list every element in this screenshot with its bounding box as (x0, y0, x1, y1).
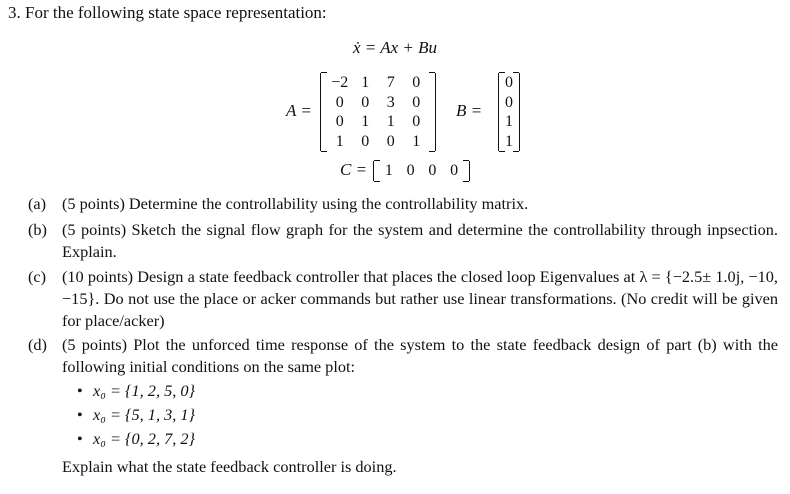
a-matrix-cell: 0 (335, 93, 344, 111)
b-matrix-cell: 0 (505, 74, 513, 91)
a-matrix-cell: 0 (335, 113, 344, 130)
b-matrix-cell: 0 (505, 93, 513, 111)
closing-instruction: Explain what the state feedback controller is doing. (62, 457, 397, 476)
problem-intro: For the following state space representation: (25, 3, 327, 22)
a-matrix-cell: 0 (412, 93, 421, 111)
a-matrix-cell: 0 (412, 113, 421, 130)
a-matrix-label: A = (286, 101, 312, 120)
c-matrix-cell: 0 (450, 162, 459, 179)
a-matrix-cell: 0 (386, 132, 395, 150)
c-matrix-cell: 0 (428, 162, 437, 179)
a-matrix-cell: 1 (412, 132, 421, 150)
a-matrix-cell: 7 (386, 74, 395, 91)
a-matrix (320, 73, 436, 151)
part-a-text: (5 points) Determine the controllability using the controllability matrix. (62, 194, 529, 213)
bullet-icon: • (77, 405, 83, 424)
a-matrix-cell: 1 (361, 74, 370, 91)
a-matrix-cell: 1 (361, 113, 370, 130)
state-equation: ẋ = Ax + Bu (353, 38, 437, 57)
problem-heading (8, 3, 327, 23)
part-d-label: (d) (28, 335, 47, 354)
b-matrix-label: B = (456, 101, 483, 120)
a-matrix-cell: 1 (386, 113, 395, 130)
problem-number: 3. (8, 3, 21, 22)
b-matrix-cell: 1 (505, 132, 513, 150)
part-c-label: (c) (28, 267, 47, 286)
a-matrix-cell: 0 (412, 74, 421, 91)
bullet-icon: • (77, 429, 83, 448)
b-matrix (498, 73, 520, 151)
bullet-icon: • (77, 381, 83, 400)
part-b-label: (b) (28, 220, 47, 239)
b-matrix-cell: 1 (505, 113, 513, 130)
c-matrix-label: C = (340, 160, 368, 179)
a-matrix-cell: 3 (386, 93, 395, 111)
part-c-text: (10 points) Design a state feedback controller that places the closed loop Eigenvalues at λ = {−2.5± 1.0j, −10, −15}. Do not use the place or acker commands but rather use linear transformations. (No credit will be given for place/acker) (62, 267, 778, 330)
c-matrix-cell: 0 (406, 162, 415, 179)
initial-condition-item: • x₀ = {0, 2, 7, 2} (77, 429, 196, 448)
part-a-label: (a) (28, 194, 47, 213)
part-b-text: (5 points) Sketch the signal flow graph for the system and determine the controllability through inpsection. Explain. (62, 220, 778, 261)
a-matrix-cell: 1 (335, 132, 344, 150)
a-matrix-cell: 0 (361, 93, 370, 111)
initial-condition-item: • x₀ = {5, 1, 3, 1} (77, 405, 196, 424)
a-matrix-cell: −2 (331, 74, 349, 91)
a-matrix-cell: 0 (361, 132, 370, 150)
initial-condition-item: • x₀ = {1, 2, 5, 0} (77, 381, 196, 400)
part-d-text: (5 points) Plot the unforced time response of the system to the state feedback design of part (b) with the following initial conditions on the same plot: (62, 335, 778, 376)
c-matrix-cell: 1 (384, 162, 393, 179)
c-matrix (373, 161, 470, 181)
